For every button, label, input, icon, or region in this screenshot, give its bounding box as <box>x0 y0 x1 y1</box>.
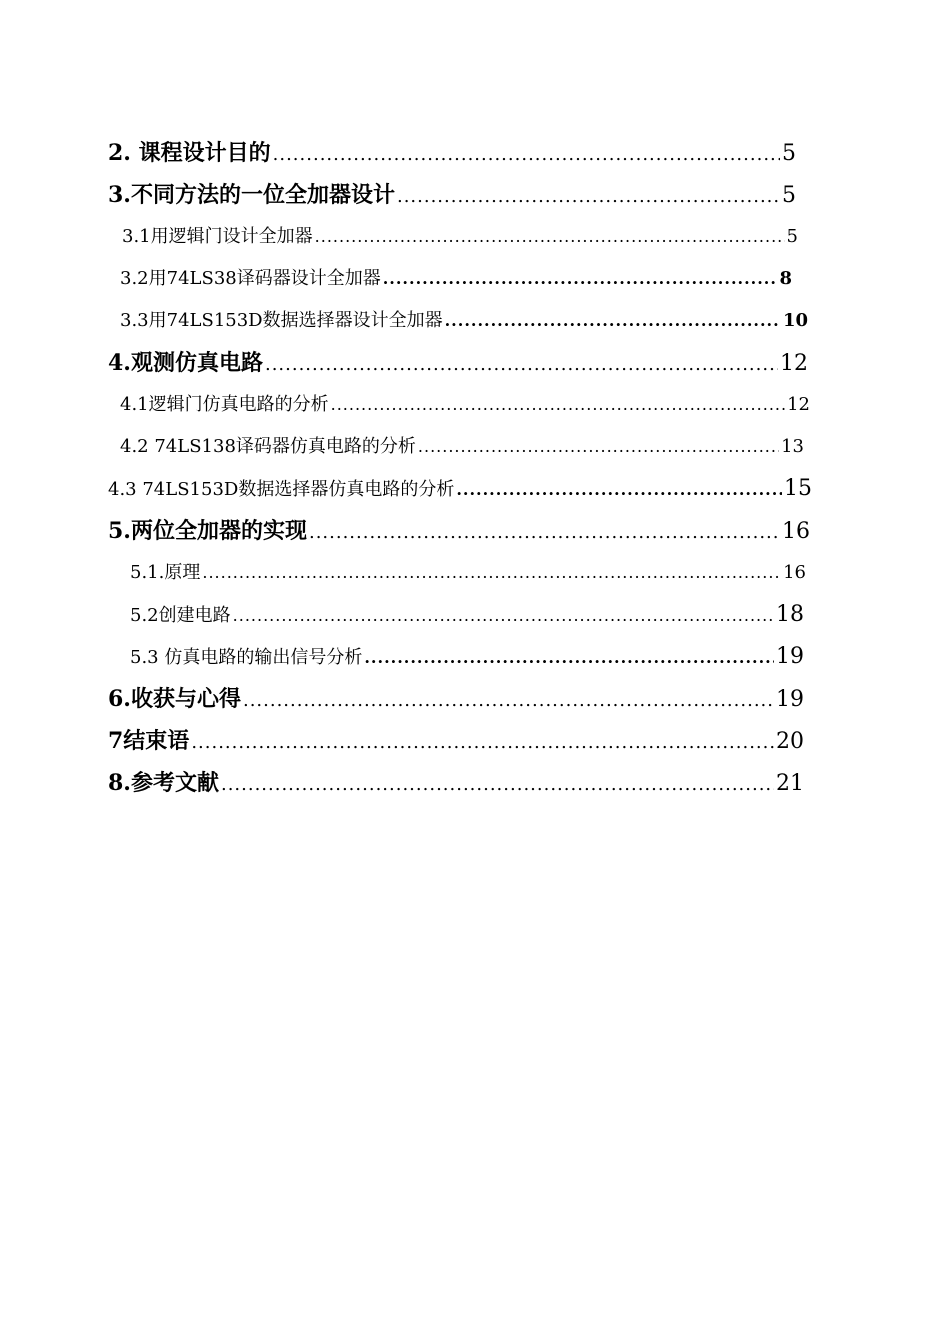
toc-leader <box>456 482 782 498</box>
toc-entry-page: 5 <box>782 141 796 166</box>
toc-entry-page: 21 <box>776 771 804 796</box>
toc-entry-title: 3.不同方法的一位全加器设计 <box>108 182 395 208</box>
toc-entry-title: 7结束语 <box>108 728 190 754</box>
toc-entry-4[interactable] <box>0 342 950 384</box>
toc-entry-8[interactable] <box>0 762 950 804</box>
toc-entry-5-2[interactable] <box>0 594 950 636</box>
toc-entry-page: 5 <box>782 183 796 208</box>
toc-leader <box>221 776 774 794</box>
toc-leader <box>397 188 780 206</box>
toc-entry-5-1[interactable] <box>0 552 950 594</box>
toc-entry-title: 4.1逻辑门仿真电路的分析 <box>120 394 329 415</box>
toc-entry-page: 10 <box>782 310 808 331</box>
toc-entry-title: 2. 课程设计目的 <box>108 140 271 166</box>
toc-leader <box>265 356 778 374</box>
toc-entry-page: 13 <box>781 436 804 457</box>
toc-entry-4-2[interactable] <box>0 426 950 468</box>
toc-leader <box>331 397 785 413</box>
toc-leader <box>191 734 774 752</box>
toc-entry-title: 5.3 仿真电路的输出信号分析 <box>130 647 363 668</box>
toc-leader <box>273 146 780 164</box>
toc-leader <box>309 524 780 542</box>
toc-leader <box>202 565 781 581</box>
toc-entry-page: 12 <box>780 351 808 376</box>
toc-entry-title: 5.1.原理 <box>130 562 201 583</box>
toc-entry-3[interactable] <box>0 174 950 216</box>
toc-entry-page: 5 <box>786 226 798 247</box>
toc-entry-page: 19 <box>776 687 804 712</box>
toc-entry-title: 5.2创建电路 <box>130 605 231 626</box>
toc-entry-page: 16 <box>782 519 810 544</box>
toc-entry-title: 5.两位全加器的实现 <box>108 518 307 544</box>
toc-entry-2[interactable] <box>0 132 950 174</box>
toc-entry-5[interactable] <box>0 510 950 552</box>
toc-entry-page: 8 <box>779 268 792 289</box>
toc-leader <box>315 229 785 245</box>
toc-entry-4-1[interactable] <box>0 384 950 426</box>
toc-entry-page: 20 <box>776 729 804 754</box>
toc-entry-title: 3.3用74LS153D数据选择器设计全加器 <box>120 310 443 331</box>
toc-leader <box>445 313 781 329</box>
toc-entry-3-2[interactable] <box>0 258 950 300</box>
toc-entry-title: 8.参考文献 <box>108 770 219 796</box>
toc-leader <box>233 608 774 624</box>
toc-entry-title: 4.观测仿真电路 <box>108 350 263 376</box>
toc-leader <box>243 692 774 710</box>
toc-entry-7[interactable] <box>0 720 950 762</box>
toc-entry-page: 12 <box>787 394 810 415</box>
table-of-contents <box>0 132 950 804</box>
toc-entry-5-3[interactable] <box>0 636 950 678</box>
toc-entry-3-3[interactable] <box>0 300 950 342</box>
toc-entry-title: 3.1用逻辑门设计全加器 <box>122 226 313 247</box>
toc-entry-page: 15 <box>784 476 812 501</box>
toc-entry-page: 16 <box>783 562 806 583</box>
toc-entry-title: 4.3 74LS153D数据选择器仿真电路的分析 <box>108 479 455 500</box>
toc-leader <box>383 271 778 287</box>
toc-entry-title: 4.2 74LS138译码器仿真电路的分析 <box>120 436 416 457</box>
toc-entry-4-3[interactable] <box>0 468 950 510</box>
toc-entry-3-1[interactable] <box>0 216 950 258</box>
toc-entry-title: 6.收获与心得 <box>108 686 241 712</box>
toc-leader <box>418 439 779 455</box>
toc-entry-page: 18 <box>776 602 804 627</box>
toc-entry-6[interactable] <box>0 678 950 720</box>
toc-entry-page: 19 <box>776 644 804 669</box>
toc-entry-title: 3.2用74LS38译码器设计全加器 <box>120 268 381 289</box>
toc-leader <box>364 650 774 666</box>
